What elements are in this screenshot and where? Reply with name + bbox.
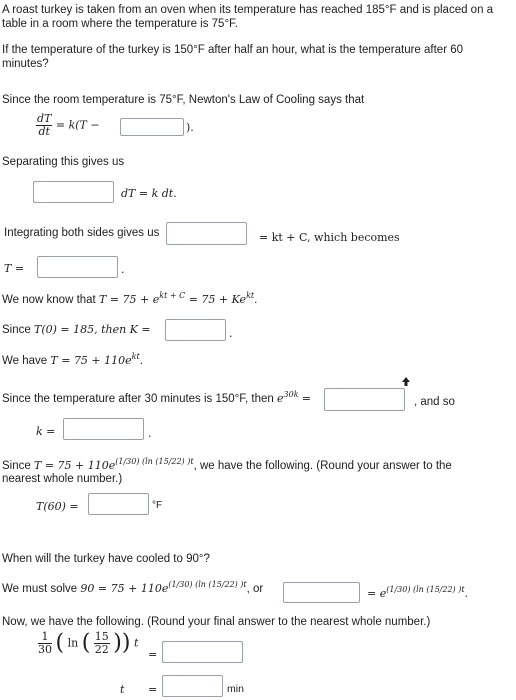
newton-rhs: = k(T − xyxy=(55,118,100,132)
separated-lhs-input[interactable] xyxy=(33,181,114,203)
solve-sup: (1/30) (ln (15/22) )t xyxy=(168,580,247,589)
t-expression-input[interactable] xyxy=(37,256,118,278)
final-t: t xyxy=(133,636,139,650)
solve-lhs-input[interactable] xyxy=(283,582,360,603)
thirty-base: e xyxy=(277,392,284,405)
thirty-eq: = xyxy=(301,392,311,405)
when-text: When will the turkey have cooled to 90°? xyxy=(2,553,210,565)
have-pre: We have xyxy=(2,355,48,367)
final-t-input[interactable] xyxy=(162,675,223,697)
thirty-sup: 30k xyxy=(283,390,299,399)
integrating-rhs: = kt + C, which becomes xyxy=(259,231,400,244)
question-line1: If the temperature of the turkey is 150°F after half an hour, what is the temperature after 60 xyxy=(2,44,464,56)
fraction-denominator: dt xyxy=(38,125,50,138)
since-t-pre: Since xyxy=(2,460,31,472)
final-rhs-input[interactable] xyxy=(162,641,243,663)
final-unit: min xyxy=(227,683,244,695)
t-eq-end: . xyxy=(121,263,125,276)
fifteen-over-twentytwo-fraction xyxy=(94,631,110,656)
fraction-denominator: 22 xyxy=(94,643,109,656)
separated-expr: dT = k dt. xyxy=(121,187,177,200)
known-end: . xyxy=(254,294,258,306)
thirty-line xyxy=(2,392,311,405)
have-expr: T = 75 + 110e xyxy=(50,354,132,367)
integrating-text: Integrating both sides gives us xyxy=(4,227,160,239)
thirty-post: , and so xyxy=(414,396,455,408)
separating-text: Separating this gives us xyxy=(2,156,125,168)
t60-label: T(60) = xyxy=(36,500,79,513)
ln-label: ln xyxy=(67,636,79,650)
newton-text: Since the room temperature is 75°F, Newton's Law of Cooling says that xyxy=(2,94,365,106)
right-paren: ) xyxy=(121,630,131,656)
fraction-numerator: 15 xyxy=(94,630,109,643)
solve-or: , or xyxy=(246,583,264,595)
final-eq1: = xyxy=(148,648,158,661)
k-eq-end: . xyxy=(148,427,152,440)
k-value-input[interactable] xyxy=(63,418,144,440)
known-line xyxy=(2,293,257,306)
problem-intro-line2: table in a room where the temperature is 75°F. xyxy=(2,18,238,30)
now-text: Now, we have the following. (Round your final answer to the nearest whole number.) xyxy=(2,616,431,628)
problem-intro-line1: A roast turkey is taken from an oven when its temperature has reached 185°F and is placed on a xyxy=(2,4,494,16)
since-t-line xyxy=(2,459,452,472)
have-sup: kt xyxy=(131,352,140,361)
e30k-input[interactable] xyxy=(324,388,405,411)
initial-pre: Since xyxy=(2,324,31,336)
inner-left-paren: ( xyxy=(81,630,91,656)
integral-input[interactable] xyxy=(166,222,247,245)
thirty-pre: Since the temperature after 30 minutes is 150°F, then xyxy=(2,393,274,405)
known-a: T = 75 + e xyxy=(98,293,160,306)
fraction-numerator: dT xyxy=(37,112,52,125)
since-t-post: , we have the following. (Round your answer to the xyxy=(193,460,452,472)
final-eq2: = xyxy=(148,683,158,696)
newton-close: ). xyxy=(186,121,194,134)
question-line2: minutes? xyxy=(2,58,49,70)
one-over-thirty-fraction xyxy=(38,631,52,656)
solve-rhs-sup: (1/30) (ln (15/22) )t xyxy=(386,585,465,594)
solve-expr: 90 = 75 + 110e xyxy=(80,582,169,595)
known-b-sup: kt xyxy=(246,291,255,300)
t-equals-label: T = xyxy=(4,262,25,275)
fraction-numerator: 1 xyxy=(38,631,52,644)
room-temp-input[interactable] xyxy=(120,118,184,136)
solve-end: . xyxy=(464,587,469,600)
known-pre: We now know that xyxy=(2,294,96,306)
initial-line xyxy=(2,323,151,336)
left-paren: ( xyxy=(55,630,65,656)
known-b: = 75 + Ke xyxy=(188,293,247,306)
initial-expr: T(0) = 185, then K = xyxy=(33,323,151,336)
mouse-cursor-icon xyxy=(400,376,412,388)
newton-equation xyxy=(36,113,100,138)
final-t-lhs: t xyxy=(120,683,125,696)
have-end: . xyxy=(139,355,143,367)
solve-rhs xyxy=(367,587,468,600)
dT-dt-fraction xyxy=(36,113,52,138)
final-equation xyxy=(38,631,138,656)
k-equals-label: k = xyxy=(36,425,56,438)
t60-unit: °F xyxy=(152,500,163,511)
inner-right-paren: ) xyxy=(113,630,122,656)
known-a-sup: kt + C xyxy=(159,291,186,300)
fraction-denominator: 30 xyxy=(38,643,52,656)
initial-end: . xyxy=(229,327,233,340)
k-constant-input[interactable] xyxy=(165,319,226,341)
since-t-line2: nearest whole number.) xyxy=(2,473,123,485)
t60-input[interactable] xyxy=(88,493,149,515)
since-t-expr: T = 75 + 110e xyxy=(33,459,116,472)
solve-line xyxy=(2,582,263,595)
have-line xyxy=(2,354,143,367)
solve-rhs-base: = e xyxy=(367,587,387,600)
solve-pre: We must solve xyxy=(2,583,78,595)
since-t-sup: (1/30) (ln (15/22) )t xyxy=(115,457,194,466)
